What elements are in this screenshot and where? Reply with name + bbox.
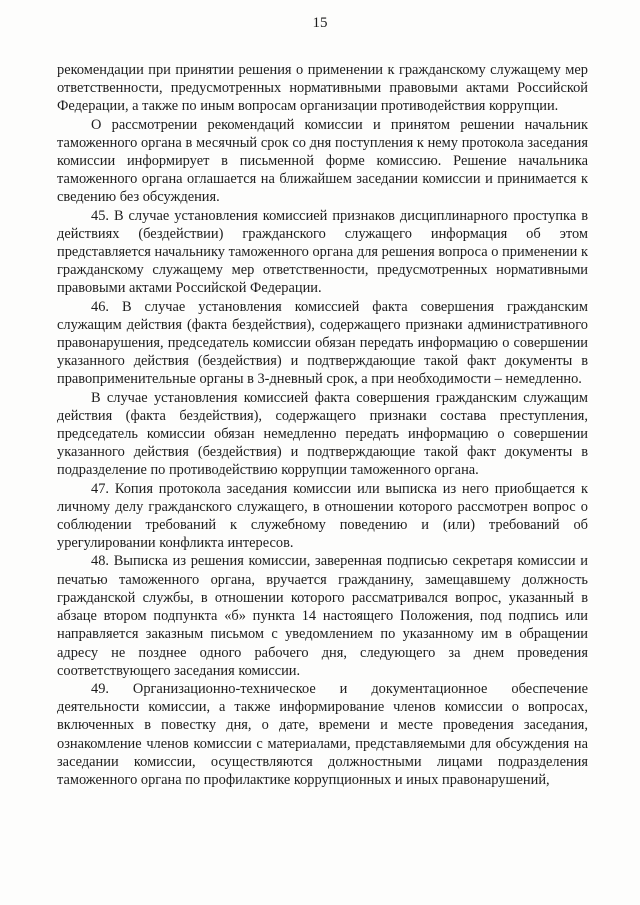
page-number: 15 xyxy=(312,15,328,31)
paragraph-45: 45. В случае установления комиссией признаков дисциплинарного проступка в действиях (бездействии) гражданского служащего информация об этом представляется начальнику таможенного органа для решения вопроса о применении к гражданскому служащему мер ответственности, предусмотренных нормативными правовыми актами Российской Федерации. xyxy=(57,207,588,297)
paragraph-continuation: рекомендации при принятии решения о применении к гражданскому служащему мер ответственности, предусмотренных нормативными правовыми актами Российской Федерации, а также по иным вопросам организации противодействия коррупции. xyxy=(57,62,588,115)
paragraph-46-crime: В случае установления комиссией факта совершения гражданским служащим действия (факта бездействия), содержащего признаки состава преступления, председатель комиссии обязан немедленно передать информацию о совершении указанного действия (бездействия) и подтверждающие такой факт документы в подразделение по противодействию коррупции таможенного органа. xyxy=(57,389,588,479)
paragraph-46: 46. В случае установления комиссией факта совершения гражданским служащим действия (факта бездействия), содержащего признаки административного правонарушения, председатель комиссии обязан передать информацию о совершении указанного действия (бездействия) и подтверждающие такой факт документы в правоприменительные органы в 3-дневный срок, а при необходимости – немедленно. xyxy=(57,298,588,388)
paragraph-48: 48. Выписка из решения комиссии, заверенная подписью секретаря комиссии и печатью таможенного органа, вручается гражданину, замещавшему должность гражданской службы, в отношении которого рассматривался вопрос, указанный в абзаце втором подпункта «б» пункта 14 настоящего Положения, под подпись или направляется заказным письмом с уведомлением по указанному им в обращении адресу не позднее одного рабочего дня, следующего за днем проведения соответствующего заседания комиссии. xyxy=(57,553,588,679)
paragraph-47: 47. Копия протокола заседания комиссии или выписка из него приобщается к личному делу гражданского служащего, в отношении которого рассмотрен вопрос о соблюдении требований к служебному поведению и (или) требований об урегулировании конфликта интересов. xyxy=(57,480,588,552)
document-body xyxy=(57,61,588,789)
paragraph-recommendations-review: О рассмотрении рекомендаций комиссии и принятом решении начальник таможенного органа в месячный срок со дня поступления к нему протокола заседания комиссии информирует в письменной форме комиссию. Решение начальника таможенного органа оглашается на ближайшем заседании комиссии и принимается к сведению без обсуждения. xyxy=(57,116,588,206)
paragraph-49: 49. Организационно-техническое и документационное обеспечение деятельности комиссии, а также информирование членов комиссии о вопросах, включенных в повестку дня, о дате, времени и месте проведения заседания, ознакомление членов комиссии с материалами, представляемыми для обсуждения на заседании комиссии, осуществляются должностными лицами подразделения таможенного органа по профилактике коррупционных и иных правонарушений, xyxy=(57,680,588,788)
